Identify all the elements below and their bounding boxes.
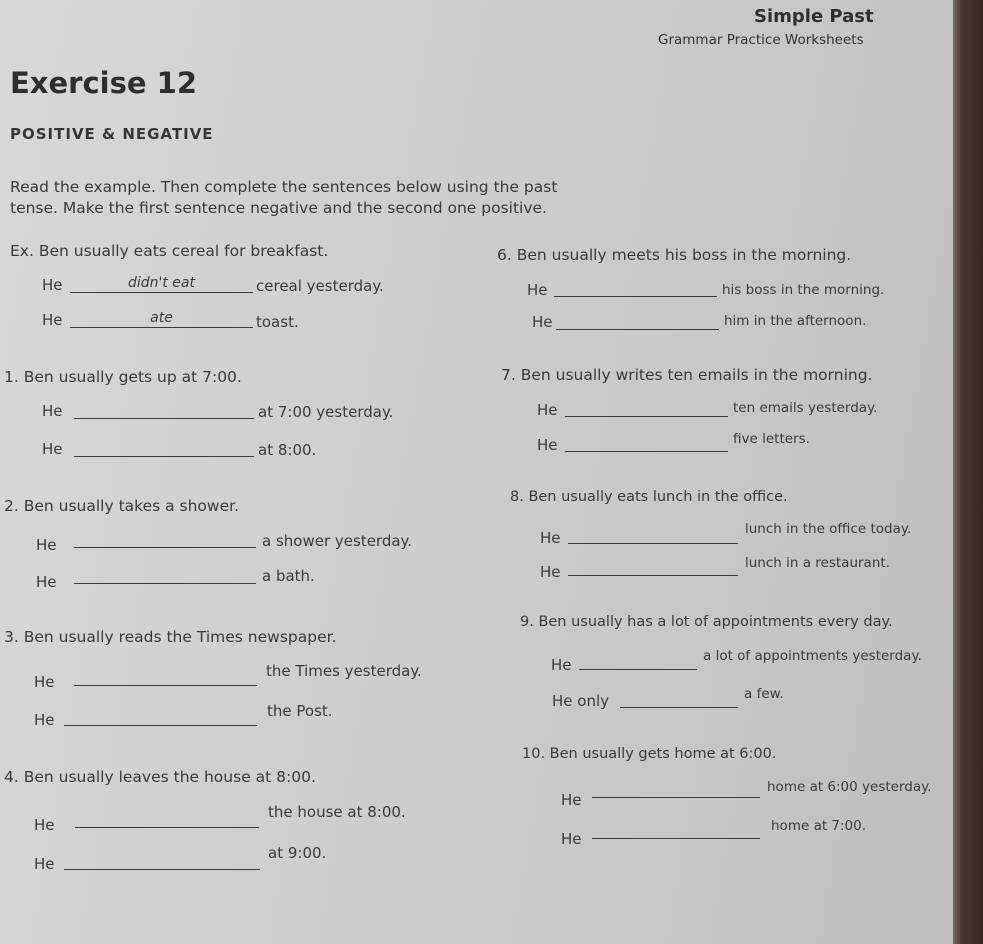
- question-9-rest-2: a few.: [744, 686, 784, 702]
- question-10-subject-2: He: [561, 830, 582, 848]
- question-3-prompt: 3. Ben usually reads the Times newspaper.: [4, 628, 337, 646]
- question-4-rest-2: at 9:00.: [268, 844, 327, 862]
- instructions-line-1: Read the example. Then complete the sentences below using the past: [10, 178, 558, 196]
- question-10-subject-1: He: [561, 791, 582, 809]
- example-answer-2: ate: [70, 310, 253, 328]
- question-3-rest-2: the Post.: [267, 702, 333, 720]
- example-rest-2: toast.: [256, 313, 299, 331]
- question-2-answer-2-blank[interactable]: [74, 566, 256, 584]
- question-8-answer-1-blank[interactable]: [568, 526, 738, 544]
- question-9-prompt: 9. Ben usually has a lot of appointments every day.: [520, 614, 893, 630]
- exercise-title: Exercise 12: [10, 66, 197, 100]
- question-2-subject-1: He: [36, 536, 57, 554]
- question-9-subject-1: He: [551, 656, 572, 674]
- question-9-answer-2-blank[interactable]: [620, 690, 738, 708]
- question-8-subject-2: He: [540, 563, 561, 581]
- question-7-rest-2: five letters.: [733, 431, 810, 447]
- question-2-answer-1-blank[interactable]: [74, 530, 256, 548]
- question-9-answer-1-blank[interactable]: [579, 652, 697, 670]
- question-6-prompt: 6. Ben usually meets his boss in the morning.: [497, 246, 852, 264]
- question-3-subject-2: He: [34, 711, 55, 729]
- question-3-subject-1: He: [34, 673, 55, 691]
- question-7-subject-1: He: [537, 401, 558, 419]
- question-2-subject-2: He: [36, 573, 57, 591]
- question-4-rest-1: the house at 8:00.: [268, 803, 406, 821]
- question-7-subject-2: He: [537, 436, 558, 454]
- question-3-answer-1-blank[interactable]: [74, 668, 257, 686]
- question-6-answer-1-blank[interactable]: [554, 279, 717, 297]
- example-answer-1: didn't eat: [70, 275, 253, 293]
- question-4-answer-2-blank[interactable]: [64, 852, 260, 870]
- example-rest-1: cereal yesterday.: [256, 277, 384, 295]
- question-9-rest-1: a lot of appointments yesterday.: [703, 648, 922, 664]
- question-2-rest-1: a shower yesterday.: [262, 532, 413, 550]
- question-9-subject-2: He only: [552, 692, 610, 710]
- example-prompt: Ex. Ben usually eats cereal for breakfast.: [10, 242, 329, 260]
- question-6-rest-2: him in the afternoon.: [724, 313, 867, 329]
- question-1-subject-1: He: [42, 402, 63, 420]
- question-3-rest-1: the Times yesterday.: [266, 662, 422, 680]
- question-4-prompt: 4. Ben usually leaves the house at 8:00.: [4, 768, 316, 786]
- question-1-answer-1-blank[interactable]: [74, 401, 254, 419]
- question-7-rest-1: ten emails yesterday.: [733, 400, 878, 416]
- question-4-subject-1: He: [34, 816, 55, 834]
- question-2-prompt: 2. Ben usually takes a shower.: [4, 497, 240, 515]
- question-1-rest-2: at 8:00.: [258, 441, 317, 459]
- question-3-answer-2-blank[interactable]: [64, 708, 257, 726]
- example-subject-1: He: [42, 276, 63, 294]
- question-10-answer-1-blank[interactable]: [592, 780, 760, 798]
- question-10-prompt: 10. Ben usually gets home at 6:00.: [522, 746, 777, 762]
- question-1-prompt: 1. Ben usually gets up at 7:00.: [4, 368, 242, 386]
- question-8-answer-2-blank[interactable]: [568, 558, 738, 576]
- question-7-answer-1-blank[interactable]: [565, 399, 728, 417]
- question-8-prompt: 8. Ben usually eats lunch in the office.: [510, 489, 788, 505]
- question-8-rest-2: lunch in a restaurant.: [745, 555, 890, 571]
- worksheet-header-title: Simple Past: [754, 6, 874, 27]
- question-10-rest-2: home at 7:00.: [771, 818, 867, 834]
- question-7-answer-2-blank[interactable]: [565, 434, 728, 452]
- question-8-subject-1: He: [540, 529, 561, 547]
- question-6-rest-1: his boss in the morning.: [722, 282, 885, 298]
- question-6-subject-2: He: [532, 313, 553, 331]
- page-edge-shadow: [953, 0, 983, 944]
- exercise-subtitle: POSITIVE & NEGATIVE: [10, 125, 214, 143]
- question-6-subject-1: He: [527, 281, 548, 299]
- question-7-prompt: 7. Ben usually writes ten emails in the morning.: [501, 366, 873, 384]
- question-1-answer-2-blank[interactable]: [74, 439, 254, 457]
- question-2-rest-2: a bath.: [262, 567, 315, 585]
- question-10-answer-2-blank[interactable]: [592, 821, 760, 839]
- question-10-rest-1: home at 6:00 yesterday.: [767, 779, 932, 795]
- question-6-answer-2-blank[interactable]: [556, 312, 719, 330]
- question-1-rest-1: at 7:00 yesterday.: [258, 403, 394, 421]
- worksheet-header-subtitle: Grammar Practice Worksheets: [658, 32, 864, 48]
- question-4-subject-2: He: [34, 855, 55, 873]
- instructions-line-2: tense. Make the first sentence negative and the second one positive.: [10, 199, 547, 217]
- question-4-answer-1-blank[interactable]: [75, 810, 259, 828]
- example-subject-2: He: [42, 311, 63, 329]
- question-1-subject-2: He: [42, 440, 63, 458]
- question-8-rest-1: lunch in the office today.: [745, 521, 912, 537]
